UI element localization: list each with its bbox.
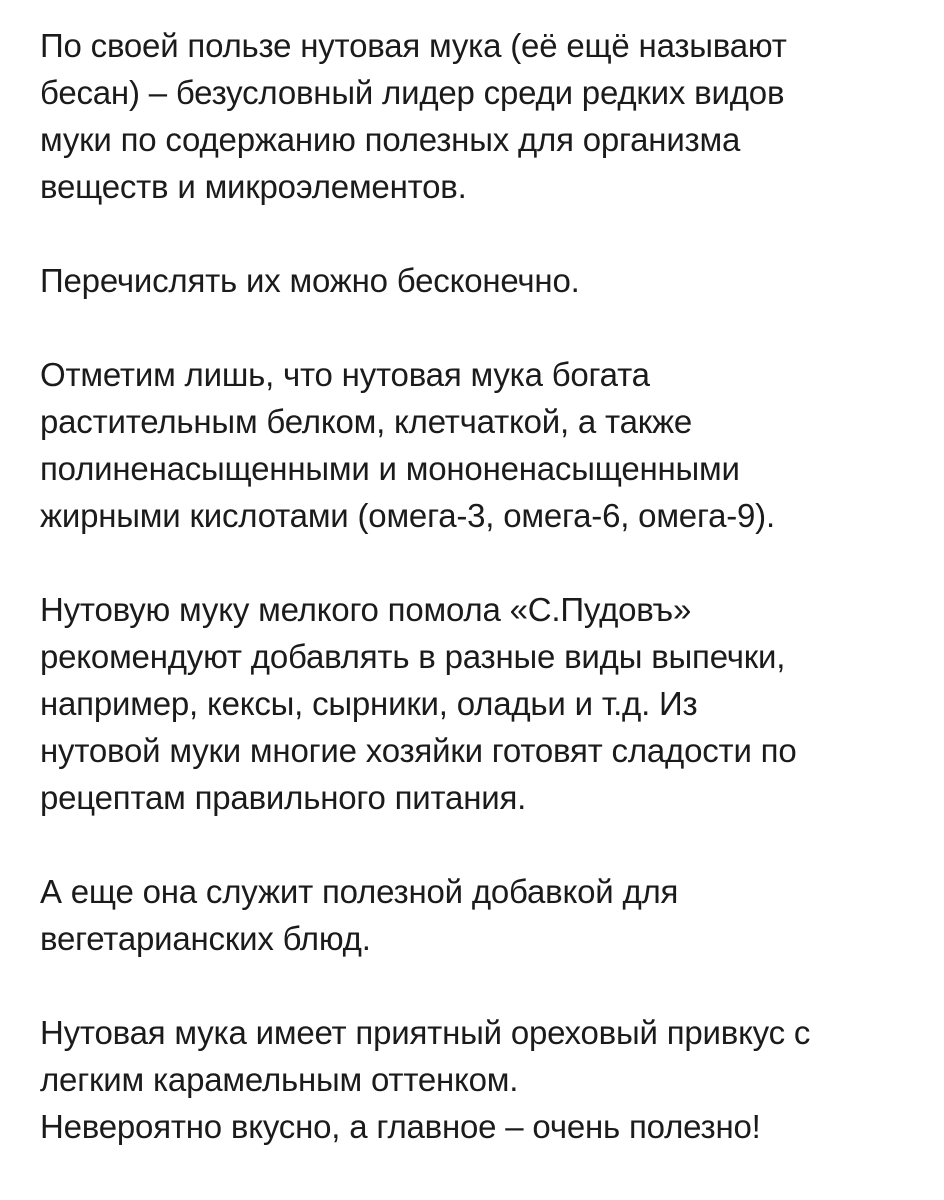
text-line: По своей пользе нутовая мука (её ещё называют [40,27,787,64]
paragraph-spacer [40,304,914,351]
text-line: муки по содержанию полезных для организма [40,121,741,158]
text-line: бесан) – безусловный лидер среди редких видов [40,74,785,111]
text-line: Невероятно вкусно, а главное – очень полезно! [40,1108,761,1145]
paragraph-spacer [40,962,914,1009]
text-line: растительным белком, клетчаткой, а также [40,403,693,440]
text-line: Перечислять их можно бесконечно. [40,262,580,299]
paragraph-recommendation [40,586,914,821]
text-line: Нутовую муку мелкого помола «С.Пудовъ» [40,591,692,628]
text-line: рецептам правильного питания. [40,779,527,816]
paragraph-taste [40,1009,914,1150]
text-line: например, кексы, сырники, оладьи и т.д. Из [40,685,698,722]
paragraph-spacer [40,821,914,868]
text-line: Нутовая мука имеет приятный ореховый привкус с [40,1014,811,1051]
text-line: вегетарианских блюд. [40,920,371,957]
text-line: веществ и микроэлементов. [40,168,467,205]
paragraph-spacer [40,210,914,257]
text-line: полиненасыщенными и мононенасыщенными [40,450,740,487]
text-line: Отметим лишь, что нутовая мука богата [40,356,650,393]
text-line: рекомендуют добавлять в разные виды выпечки, [40,638,786,675]
text-line: А еще она служит полезной добавкой для [40,873,679,910]
text-line: нутовой муки многие хозяйки готовят сладости по [40,732,797,769]
paragraph-benefits [40,22,914,210]
paragraph-endless [40,257,914,304]
paragraph-nutrients [40,351,914,539]
paragraph-spacer [40,539,914,586]
text-line: легким карамельным оттенком. [40,1061,519,1098]
paragraph-vegetarian [40,868,914,962]
text-line: жирными кислотами (омега-3, омега-6, омега-9). [40,497,775,534]
